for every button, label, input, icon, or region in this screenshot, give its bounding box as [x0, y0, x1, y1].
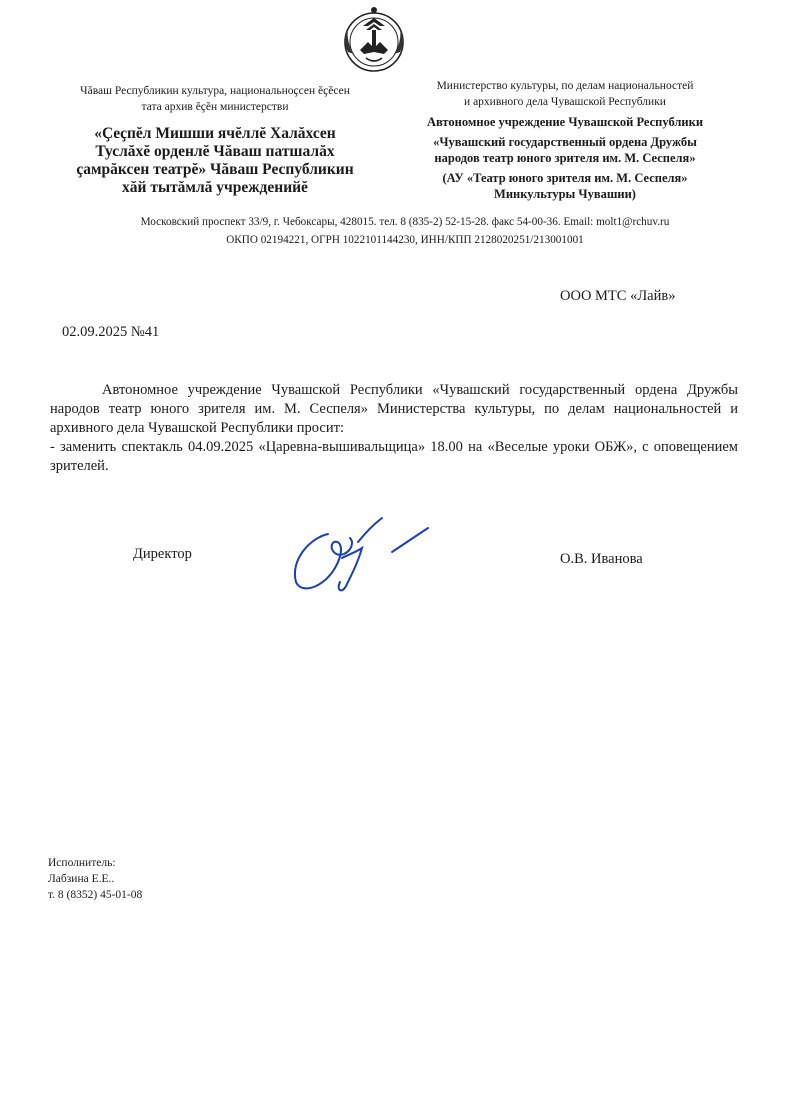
- header-left-org-line-2: Туслăхĕ орденлĕ Чăваш патшалăх: [95, 143, 335, 160]
- executor-phone: т. 8 (8352) 45-01-08: [48, 889, 143, 901]
- handwritten-signature: [280, 508, 440, 598]
- chuvash-emblem-icon: [336, 6, 412, 74]
- header-left-org-line-4: хăй тытăмлă учрежденийĕ: [122, 179, 308, 196]
- recipient: ООО МТС «Лайв»: [560, 288, 676, 304]
- header-right-org-line-2: «Чувашский государственный ордена Дружбы: [433, 135, 697, 149]
- header-left-ministry-line-1: Чăваш Республикин культура, национальноҫсен ĕҫĕсен: [80, 85, 350, 97]
- header-right-ministry-line-2: и архивного дела Чувашской Республики: [464, 96, 666, 108]
- header-right-org-line-3: народов театр юного зрителя им. М. Сеспеля»: [434, 151, 696, 165]
- date-number: 02.09.2025 №41: [62, 324, 160, 340]
- header-left: [50, 83, 380, 197]
- header-right-ministry-line-1: Министерство культуры, по делам национальностей: [436, 80, 694, 92]
- contacts-block: [60, 213, 750, 249]
- contacts-registry: ОКПО 02194221, ОГРН 1022101144230, ИНН/КПП 2128020251/213001001: [226, 234, 584, 246]
- letter-body: [50, 381, 738, 476]
- header-right-org-line-4: (АУ «Театр юного зрителя им. М. Сеспеля»: [442, 171, 688, 185]
- executor-label: Исполнитель:: [48, 857, 116, 869]
- header-right: [410, 78, 720, 202]
- contacts-address: Московский проспект 33/9, г. Чебоксары, 428015. тел. 8 (835-2) 52-15-28. факс 54-00-36. Email: molt1@rchuv.ru: [140, 216, 670, 228]
- header-left-org-line-3: ҫамрăксен театрĕ» Чăваш Республикин: [76, 161, 354, 178]
- signatory-position: Директор: [133, 546, 192, 562]
- executor-name: Лабзина Е.Е..: [48, 873, 115, 885]
- header-right-org-line-1: Автономное учреждение Чувашской Республики: [426, 115, 704, 129]
- header-left-org-line-1: «Ҫеҫпĕл Мишши ячĕллĕ Халăхсен: [94, 125, 336, 142]
- executor-block: [48, 855, 142, 903]
- header-left-ministry-line-2: тата архив ĕҫĕн министерстви: [141, 101, 289, 113]
- body-paragraph: Автономное учреждение Чувашской Республики «Чувашский государственный ордена Дружбы народов театр юного зрителя им. М. Сеспеля» Министерства культуры, по делам национальностей и архивного дела Чувашской Республики просит:: [50, 382, 738, 436]
- body-item: - заменить спектакль 04.09.2025 «Царевна-вышивальщица» 18.00 на «Веселые уроки ОБЖ», с оповещением зрителей.: [50, 439, 738, 474]
- signatory-name: О.В. Иванова: [560, 551, 643, 567]
- header-right-org-line-5: Минкультуры Чувашии): [494, 187, 636, 201]
